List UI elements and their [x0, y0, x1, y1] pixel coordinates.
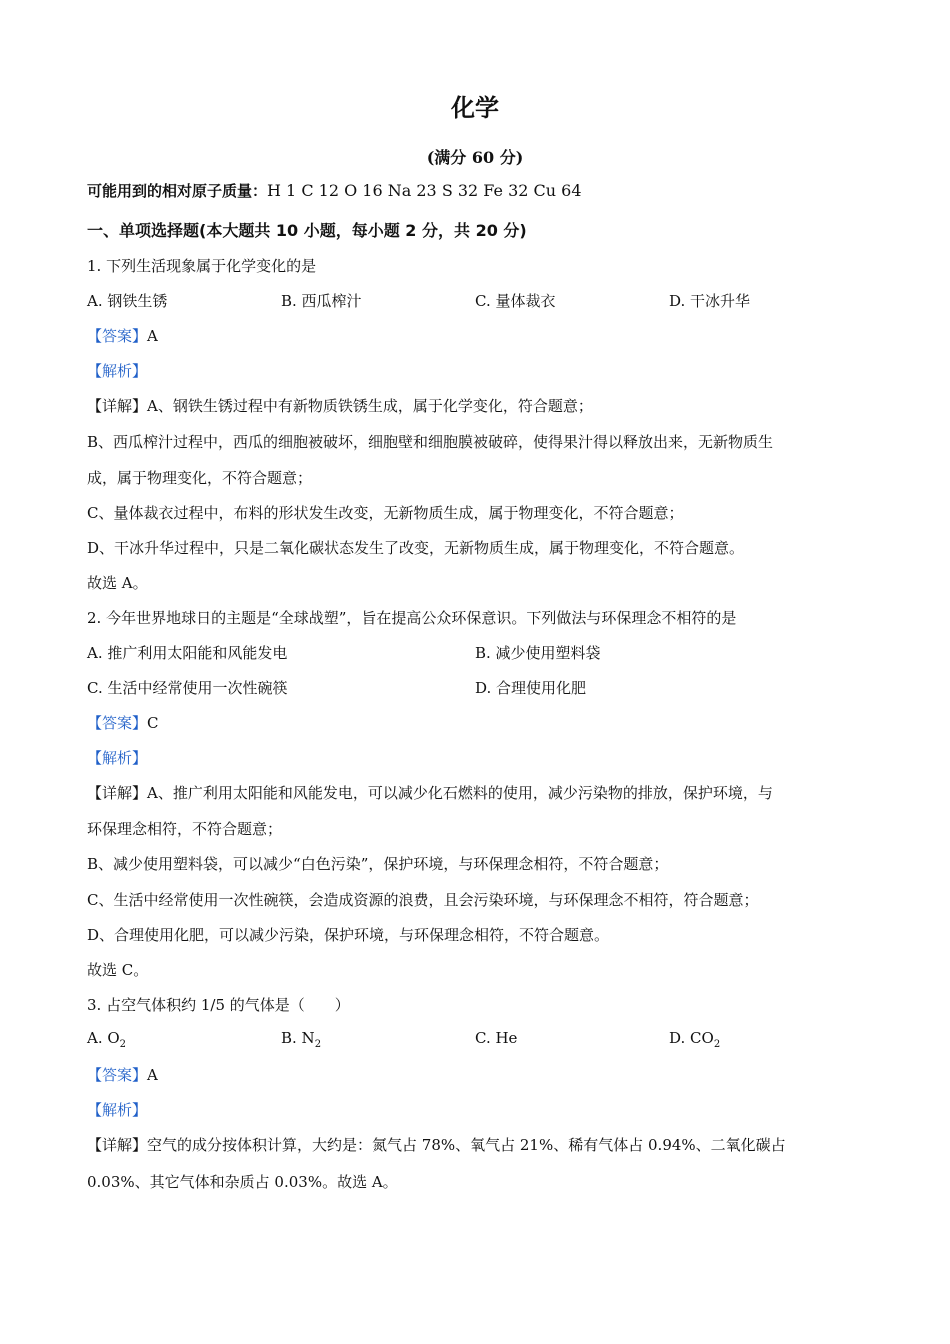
answer-tag: 【答案】 [87, 714, 148, 732]
q2-detail-line-3: C、生活中经常使用一次性碗筷，会造成资源的浪费，且会污染环境，与环保理念不相符，符合题意； [87, 891, 759, 909]
q1-detail-line-1 [87, 395, 593, 416]
detail-tag: 【详解】 [87, 397, 148, 415]
q3-detail-line-1 [87, 1134, 786, 1155]
q2-option-b: B. 减少使用塑料袋 [475, 644, 601, 662]
q3-option-b [281, 1029, 321, 1050]
q3-option-d [669, 1029, 720, 1050]
q3-option-d-text: D. CO [669, 1029, 714, 1047]
q1-option-d: D. 干冰升华 [669, 292, 751, 310]
q1-detail-line-3: C、量体裁衣过程中，布料的形状发生改变，无新物质生成，属于物理变化，不符合题意； [87, 504, 684, 522]
q2-detail-text-1: A、推广利用太阳能和风能发电，可以减少化石燃料的使用，减少污染物的排放，保护环境，与 [147, 784, 773, 802]
q3-detail-text-1: 空气的成分按体积计算，大约是：氮气占 78%、氧气占 21%、稀有气体占 0.94%、二氧化碳占 [147, 1136, 786, 1154]
q1-option-a: A. 钢铁生锈 [87, 292, 168, 310]
q3-option-b-sub: 2 [314, 1039, 322, 1050]
atomic-mass-label: 可能用到的相对原子质量： [87, 182, 268, 200]
q3-detail-line-2: 0.03%、其它气体和杂质占 0.03%。故选 A。 [87, 1173, 398, 1191]
q1-detail-line-4: D、干冰升华过程中，只是二氧化碳状态发生了改变，无新物质生成，属于物理变化，不符合题意。 [87, 539, 745, 557]
q3-option-b-text: B. N [281, 1029, 315, 1047]
answer-tag: 【答案】 [87, 327, 148, 345]
q2-detail-line-2: B、减少使用塑料袋，可以减少“白色污染”，保护环境，与环保理念相符，不符合题意； [87, 855, 669, 873]
q2-answer-line [87, 712, 159, 733]
q2-analysis-tag: 【解析】 [87, 749, 148, 767]
q2-option-c: C. 生活中经常使用一次性碗筷 [87, 679, 288, 697]
q1-detail-text-1: A、钢铁生锈过程中有新物质铁锈生成，属于化学变化，符合题意； [147, 397, 593, 415]
q1-conclusion: 故选 A。 [87, 574, 148, 592]
section-heading: 一、单项选择题(本大题共 10 小题，每小题 2 分，共 20 分) [87, 221, 527, 240]
q3-option-d-sub: 2 [713, 1039, 721, 1050]
q3-stem: 3. 占空气体积约 1/5 的气体是（ ） [87, 996, 350, 1014]
q1-stem: 1. 下列生活现象属于化学变化的是 [87, 257, 317, 275]
q1-detail-line-2a: B、西瓜榨汁过程中，西瓜的细胞被破坏，细胞壁和细胞膜被破碎，使得果汁得以释放出来，无新物质生 [87, 433, 774, 451]
q1-option-b: B. 西瓜榨汁 [281, 292, 362, 310]
q2-detail-line-1 [87, 782, 773, 803]
q1-answer-line [87, 325, 158, 346]
q3-answer: A [147, 1066, 158, 1084]
q3-analysis-tag: 【解析】 [87, 1101, 148, 1119]
q3-answer-line [87, 1064, 158, 1085]
q3-option-a [87, 1029, 126, 1050]
q1-answer: A [147, 327, 158, 345]
q2-option-d: D. 合理使用化肥 [475, 679, 587, 697]
q2-detail-line-1b: 环保理念相符，不符合题意； [87, 820, 283, 838]
detail-tag: 【详解】 [87, 784, 148, 802]
atomic-mass-line [87, 180, 582, 201]
q1-detail-line-2b: 成，属于物理变化，不符合题意； [87, 469, 313, 487]
page-title: 化学 [451, 94, 499, 122]
q1-option-c: C. 量体裁衣 [475, 292, 556, 310]
q2-answer: C [147, 714, 159, 732]
page-subtitle: (满分 60 分) [426, 148, 524, 167]
q2-option-a: A. 推广利用太阳能和风能发电 [87, 644, 288, 662]
q3-option-a-sub: 2 [119, 1039, 127, 1050]
detail-tag: 【详解】 [87, 1136, 148, 1154]
q1-analysis-tag: 【解析】 [87, 362, 148, 380]
atomic-mass-values: H 1 C 12 O 16 Na 23 S 32 Fe 32 Cu 64 [267, 181, 582, 200]
q2-detail-line-4: D、合理使用化肥，可以减少污染，保护环境，与环保理念相符，不符合题意。 [87, 926, 610, 944]
answer-tag: 【答案】 [87, 1066, 148, 1084]
q2-stem: 2. 今年世界地球日的主题是“全球战塑”，旨在提高公众环保意识。下列做法与环保理念不相符的是 [87, 609, 737, 627]
q2-conclusion: 故选 C。 [87, 961, 149, 979]
q3-option-a-text: A. O [87, 1029, 120, 1047]
q3-option-c: C. He [475, 1029, 518, 1047]
